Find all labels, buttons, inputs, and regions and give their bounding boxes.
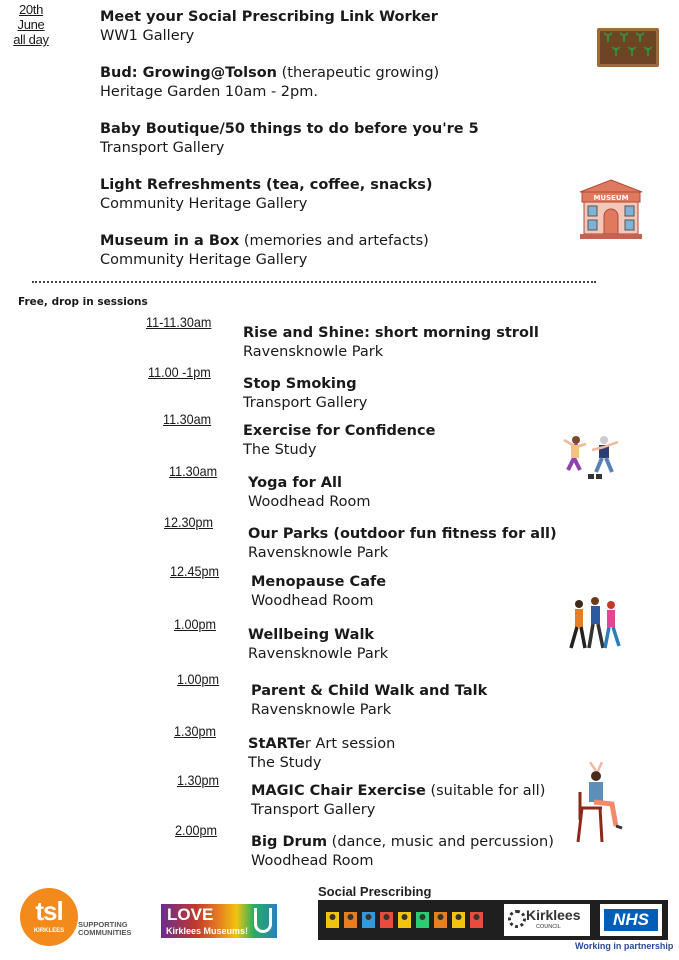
session-item	[248, 525, 557, 563]
top-item	[100, 176, 433, 214]
date-line-2: all day	[13, 32, 49, 47]
session-item	[248, 474, 371, 512]
session-time: 1.30pm	[174, 723, 217, 739]
session-time: 2.00pm	[175, 822, 218, 838]
nhs-logo-box	[600, 904, 662, 936]
item-location: Heritage Garden 10am - 2pm.	[100, 84, 318, 100]
session-title: Exercise for Confidence	[243, 423, 436, 439]
working-in-partnership: Working in partnership	[575, 941, 674, 951]
session-location: Ravensknowle Park	[243, 344, 384, 360]
garden-planter-icon	[596, 22, 660, 68]
session-note: (suitable for all)	[425, 783, 546, 799]
session-item	[248, 735, 395, 773]
tsl-tagline-1: SUPPORTING	[78, 920, 128, 929]
session-note: (dance, music and percussion)	[327, 834, 554, 850]
session-title: Stop Smoking	[243, 376, 357, 392]
session-item	[243, 324, 539, 362]
chair-exercise-icon	[572, 762, 628, 846]
top-item	[100, 64, 439, 102]
item-title: Bud: Growing@Tolson	[100, 65, 277, 81]
session-item	[248, 626, 388, 664]
session-title: Parent & Child Walk and Talk	[251, 683, 488, 699]
tsl-logo-text: tsl	[35, 896, 63, 926]
section-divider	[32, 281, 596, 283]
museum-sign-text: MUSEUM	[593, 194, 629, 202]
session-note: Art session	[310, 736, 396, 752]
top-item	[100, 120, 479, 158]
session-item	[251, 573, 386, 611]
item-location: Community Heritage Gallery	[100, 196, 308, 212]
date-line-1: 20th June	[17, 2, 45, 32]
item-title: Meet your Social Prescribing Link Worker	[100, 9, 438, 25]
session-location: The Study	[243, 442, 317, 458]
tsl-tagline-2: COMMUNITIES	[78, 928, 132, 937]
museums-text: Kirklees Museums!	[166, 926, 249, 936]
free-sessions-label: Free, drop in sessions	[18, 296, 148, 308]
item-title: Baby Boutique/50 things to do before you're 5	[100, 121, 479, 137]
tsl-logo	[20, 888, 78, 946]
tsl-logo-small: KIRKLEES	[33, 928, 65, 934]
love-text: LOVE	[167, 905, 214, 924]
session-time: 11.00 -1pm	[148, 364, 211, 380]
top-item	[100, 232, 429, 270]
session-item	[251, 682, 487, 720]
item-location: Transport Gallery	[100, 140, 225, 156]
session-time: 1.00pm	[177, 671, 220, 687]
social-prescribing-banner	[318, 900, 668, 940]
people-strip-icon	[324, 908, 504, 932]
session-title: Wellbeing Walk	[248, 627, 375, 643]
walking-group-icon	[567, 596, 627, 656]
session-title-tail: r	[304, 736, 311, 752]
kirklees-emblem-icon	[508, 910, 526, 928]
session-location: Transport Gallery	[243, 395, 368, 411]
session-time: 1.30pm	[177, 772, 220, 788]
item-note: (therapeutic growing)	[277, 65, 440, 81]
social-prescribing-title: Social Prescribing	[318, 884, 432, 899]
session-item	[243, 375, 367, 413]
session-time: 11.30am	[169, 463, 218, 479]
session-title: Menopause Cafe	[251, 574, 387, 590]
session-title: Our Parks (outdoor fun fitness for all)	[248, 526, 557, 542]
session-location: Ravensknowle Park	[248, 646, 389, 662]
nhs-logo: NHS	[604, 909, 658, 931]
item-title: Museum in a Box	[100, 233, 240, 249]
session-item	[251, 833, 554, 871]
item-location: Community Heritage Gallery	[100, 252, 308, 268]
heart-icon	[254, 908, 272, 933]
session-location: Woodhead Room	[251, 853, 374, 869]
session-time: 11-11.30am	[146, 314, 212, 330]
session-title: Rise and Shine: short morning stroll	[243, 325, 539, 341]
session-time: 11.30am	[163, 411, 212, 427]
session-item	[243, 422, 435, 460]
kirklees-council-logo	[504, 904, 590, 936]
love-kirklees-museums-logo	[161, 904, 277, 938]
session-time: 1.00pm	[174, 616, 217, 632]
session-location: The Study	[248, 755, 322, 771]
top-item	[100, 8, 438, 46]
kirklees-text: Kirklees	[526, 907, 581, 923]
tsl-tagline	[78, 921, 131, 937]
session-time: 12.30pm	[164, 514, 214, 530]
session-title: MAGIC Chair Exercise	[251, 783, 426, 799]
session-location: Ravensknowle Park	[251, 702, 392, 718]
exercise-people-icon	[558, 432, 624, 482]
item-location: WW1 Gallery	[100, 28, 195, 44]
session-location: Woodhead Room	[248, 494, 371, 510]
item-note: (memories and artefacts)	[239, 233, 429, 249]
council-text: COUNCIL	[536, 924, 561, 930]
session-time: 12.45pm	[170, 563, 220, 579]
event-date	[6, 2, 56, 47]
item-title: Light Refreshments (tea, coffee, snacks)	[100, 177, 433, 193]
session-item	[251, 782, 545, 820]
session-title: Yoga for All	[248, 475, 342, 491]
session-title: Big Drum	[251, 834, 328, 850]
session-location: Ravensknowle Park	[248, 545, 389, 561]
session-title: StARTe	[248, 736, 305, 752]
museum-building-icon	[578, 178, 644, 240]
session-location: Woodhead Room	[251, 593, 374, 609]
session-location: Transport Gallery	[251, 802, 376, 818]
